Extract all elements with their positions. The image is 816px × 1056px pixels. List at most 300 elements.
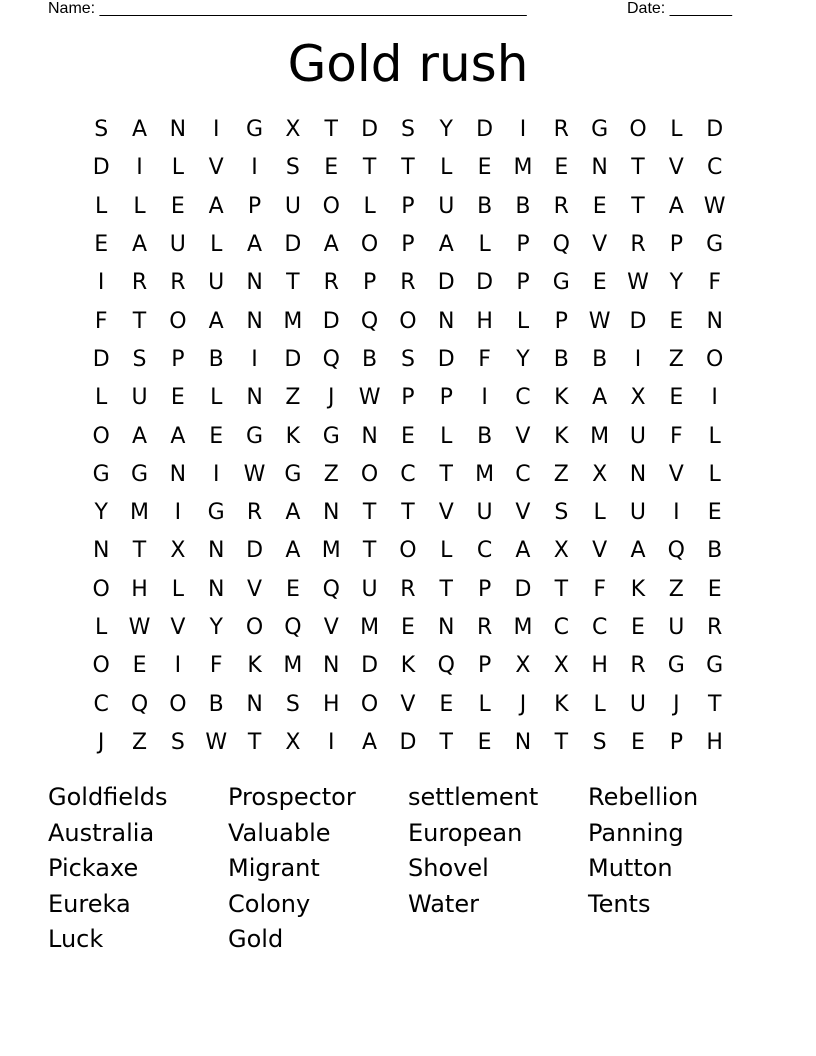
grid-letter[interactable]: A [323, 232, 339, 258]
grid-letter[interactable]: E [170, 385, 185, 411]
grid-letter[interactable]: M [513, 155, 533, 181]
grid-letter[interactable]: T [362, 538, 377, 564]
grid-letter[interactable]: L [363, 193, 376, 219]
grid-letter[interactable]: U [629, 423, 647, 449]
word-list-item: European [408, 818, 523, 847]
grid-letter[interactable]: B [477, 423, 493, 449]
grid-letter[interactable]: E [439, 691, 454, 717]
grid-row [82, 302, 734, 340]
grid-letter[interactable]: M [283, 308, 303, 334]
grid-letter[interactable]: M [321, 538, 341, 564]
grid-letter[interactable]: P [477, 576, 492, 602]
grid-letter[interactable]: U [629, 500, 647, 526]
grid-letter[interactable]: D [92, 346, 110, 372]
grid-letter[interactable]: X [553, 653, 569, 679]
grid-letter[interactable]: P [669, 729, 683, 755]
grid-letter[interactable]: G [207, 500, 225, 526]
grid-letter[interactable]: P [401, 385, 415, 411]
grid-letter[interactable]: R [400, 270, 416, 296]
grid-letter[interactable]: Q [322, 346, 340, 372]
grid-letter[interactable]: T [554, 576, 569, 602]
grid-letter[interactable]: P [247, 193, 262, 219]
grid-letter[interactable]: B [208, 691, 224, 717]
grid-letter[interactable]: N [246, 385, 263, 411]
grid-letter[interactable]: L [171, 155, 184, 181]
grid-letter[interactable]: E [94, 232, 109, 258]
grid-letter[interactable]: R [476, 615, 493, 640]
grid-letter[interactable]: C [400, 461, 416, 487]
grid-letter[interactable]: R [323, 270, 339, 296]
grid-letter[interactable]: A [630, 538, 646, 564]
grid-letter[interactable]: K [400, 653, 416, 679]
grid-letter[interactable]: V [515, 423, 531, 449]
grid-letter[interactable]: K [554, 385, 569, 411]
grid-letter[interactable]: L [478, 691, 491, 717]
grid-letter[interactable]: V [247, 576, 263, 602]
grid-letter[interactable]: R [246, 500, 263, 526]
grid-letter[interactable]: D [706, 117, 724, 143]
grid-letter[interactable]: L [440, 155, 453, 181]
grid-letter[interactable]: I [136, 155, 143, 181]
grid-letter[interactable]: V [668, 461, 684, 487]
grid-letter[interactable]: W [627, 270, 649, 296]
grid-letter[interactable]: E [707, 500, 722, 526]
grid-letter[interactable]: E [400, 615, 415, 640]
grid-letter[interactable]: N [169, 117, 187, 143]
grid-letter[interactable]: V [170, 615, 186, 640]
grid-letter[interactable]: C [515, 461, 531, 487]
grid-letter[interactable]: W [703, 193, 726, 219]
grid-letter[interactable]: N [246, 691, 263, 717]
grid-letter[interactable]: I [212, 461, 220, 487]
grid-letter[interactable]: E [554, 155, 569, 181]
grid-letter[interactable]: M [360, 615, 380, 640]
grid-letter[interactable]: L [593, 691, 606, 717]
grid-letter[interactable]: A [515, 538, 531, 564]
grid-letter[interactable]: S [592, 729, 607, 755]
grid-letter[interactable]: A [131, 423, 148, 449]
grid-letter[interactable]: N [629, 461, 647, 487]
grid-letter[interactable]: T [247, 729, 262, 755]
word-list-item: Goldfields [48, 783, 168, 811]
grid-letter[interactable]: W [588, 308, 611, 334]
grid-letter[interactable]: I [174, 500, 182, 526]
grid-letter[interactable]: I [673, 500, 680, 526]
grid-letter[interactable]: S [132, 346, 147, 372]
grid-letter[interactable]: A [285, 500, 301, 526]
grid-letter[interactable]: V [592, 232, 608, 258]
grid-letter[interactable]: X [285, 729, 301, 755]
grid-letter[interactable]: B [515, 193, 531, 219]
grid-letter[interactable]: A [247, 232, 263, 258]
grid-letter[interactable]: G [552, 270, 570, 296]
grid-letter[interactable]: Q [360, 308, 379, 334]
grid-letter[interactable]: U [629, 691, 647, 717]
grid-letter[interactable]: R [131, 270, 148, 296]
grid-letter[interactable]: X [170, 538, 186, 564]
grid-letter[interactable]: T [286, 270, 300, 296]
grid-letter[interactable]: N [706, 308, 723, 334]
grid-letter[interactable]: N [361, 423, 378, 449]
grid-letter[interactable]: B [362, 346, 378, 372]
grid-letter[interactable]: J [673, 691, 680, 717]
grid-letter[interactable]: F [209, 653, 223, 679]
grid-letter[interactable]: I [519, 117, 527, 143]
grid-letter[interactable]: O [399, 538, 417, 564]
grid-letter[interactable]: Q [322, 576, 340, 602]
grid-letter[interactable]: E [669, 385, 684, 411]
grid-letter[interactable]: P [401, 193, 415, 219]
grid-letter[interactable]: O [706, 346, 724, 372]
grid-letter[interactable]: A [208, 308, 224, 334]
grid-letter[interactable]: T [401, 500, 415, 526]
grid-letter[interactable]: E [324, 155, 339, 181]
grid-letter[interactable]: L [593, 500, 606, 526]
grid-letter[interactable]: O [92, 423, 110, 449]
grid-letter[interactable]: O [360, 232, 379, 258]
grid-letter[interactable]: D [476, 270, 494, 296]
grid-letter[interactable]: D [514, 576, 532, 602]
grid-letter[interactable]: U [131, 385, 148, 411]
grid-letter[interactable]: O [399, 308, 417, 334]
grid-letter[interactable]: L [440, 423, 453, 449]
grid-letter[interactable]: T [324, 117, 338, 143]
grid-letter[interactable]: X [553, 538, 569, 564]
grid-letter[interactable]: G [246, 423, 264, 449]
grid-letter[interactable]: W [128, 615, 151, 640]
grid-letter[interactable]: A [131, 117, 148, 143]
grid-letter[interactable]: Y [669, 270, 684, 296]
grid-row [82, 226, 734, 264]
grid-letter[interactable]: O [245, 615, 264, 640]
grid-letter[interactable]: M [283, 653, 303, 679]
grid-letter[interactable]: Y [516, 346, 530, 372]
grid-letter[interactable]: D [437, 346, 455, 372]
grid-letter[interactable]: D [246, 538, 264, 564]
grid-letter[interactable]: U [361, 576, 378, 602]
grid-letter[interactable]: K [247, 653, 262, 679]
grid-letter[interactable]: F [593, 576, 606, 602]
grid-letter[interactable]: T [362, 500, 377, 526]
grid-letter[interactable]: Y [439, 117, 453, 143]
grid-letter[interactable]: T [554, 729, 569, 755]
grid-letter[interactable]: R [707, 615, 723, 640]
grid-letter[interactable]: E [400, 423, 415, 449]
grid-letter[interactable]: V [515, 500, 531, 526]
grid-letter[interactable]: B [553, 346, 569, 372]
grid-letter[interactable]: W [205, 729, 228, 755]
grid-letter[interactable]: D [284, 232, 302, 258]
grid-letter[interactable]: D [322, 308, 340, 334]
grid-letter[interactable]: E [707, 576, 722, 602]
word-search-grid [82, 111, 734, 762]
grid-letter[interactable]: U [169, 232, 186, 258]
grid-letter[interactable]: T [439, 729, 453, 755]
grid-letter[interactable]: A [668, 193, 684, 219]
grid-letter[interactable]: H [476, 308, 493, 334]
grid-letter[interactable]: M [475, 461, 495, 487]
grid-letter[interactable]: U [438, 193, 455, 219]
grid-letter[interactable]: P [669, 232, 683, 258]
grid-letter[interactable]: N [323, 500, 340, 526]
grid-letter[interactable]: T [631, 155, 645, 181]
grid-letter[interactable]: O [629, 117, 647, 143]
grid-letter[interactable]: T [132, 308, 147, 334]
grid-letter[interactable]: D [361, 117, 379, 143]
grid-letter[interactable]: Q [284, 615, 302, 640]
grid-letter[interactable]: F [670, 423, 683, 449]
grid-letter[interactable]: X [592, 461, 608, 487]
grid-letter[interactable]: L [708, 423, 721, 449]
grid-letter[interactable]: N [92, 538, 110, 564]
grid-letter[interactable]: Z [553, 461, 569, 487]
grid-letter[interactable]: C [591, 615, 608, 640]
grid-letter[interactable]: C [706, 155, 723, 181]
grid-letter[interactable]: X [515, 653, 531, 679]
grid-letter[interactable]: C [476, 538, 493, 564]
name-field[interactable]: Name: ________________________________________________ [48, 0, 527, 17]
grid-letter[interactable]: R [400, 576, 416, 602]
grid-letter[interactable]: X [630, 385, 646, 411]
grid-letter[interactable]: L [708, 461, 721, 487]
grid-letter[interactable]: A [208, 193, 224, 219]
grid-letter[interactable]: N [207, 538, 225, 564]
grid-letter[interactable]: K [285, 423, 301, 449]
grid-letter[interactable]: L [95, 615, 108, 640]
grid-letter[interactable]: V [323, 615, 339, 640]
grid-letter[interactable]: G [92, 461, 110, 487]
grid-letter[interactable]: A [170, 423, 186, 449]
grid-letter[interactable]: M [513, 615, 533, 640]
grid-letter[interactable]: I [327, 729, 335, 755]
grid-letter[interactable]: W [243, 461, 266, 487]
grid-letter[interactable]: A [438, 232, 454, 258]
grid-letter[interactable]: S [554, 500, 569, 526]
grid-letter[interactable]: B [707, 538, 723, 564]
grid-letter[interactable]: P [401, 232, 415, 258]
grid-letter[interactable]: P [516, 270, 530, 296]
grid-letter[interactable]: S [400, 346, 415, 372]
grid-letter[interactable]: D [476, 117, 494, 143]
grid-letter[interactable]: J [327, 385, 335, 411]
grid-letter[interactable]: U [284, 193, 301, 219]
grid-letter[interactable]: S [400, 117, 415, 143]
grid-letter[interactable]: D [399, 729, 417, 755]
grid-letter[interactable]: I [711, 385, 718, 411]
grid-letter[interactable]: J [519, 691, 527, 717]
grid-letter[interactable]: V [592, 538, 608, 564]
grid-letter[interactable]: U [668, 615, 685, 640]
grid-letter[interactable]: A [285, 538, 301, 564]
grid-letter[interactable]: Q [552, 232, 570, 258]
grid-letter[interactable]: L [210, 232, 223, 258]
grid-letter[interactable]: A [131, 232, 148, 258]
grid-letter[interactable]: H [131, 576, 148, 602]
grid-letter[interactable]: O [322, 193, 340, 219]
grid-letter[interactable]: Z [668, 346, 684, 372]
grid-letter[interactable]: D [92, 155, 110, 181]
grid-letter[interactable]: S [285, 155, 300, 181]
grid-letter[interactable]: E [477, 155, 492, 181]
grid-letter[interactable]: O [169, 308, 187, 334]
grid-letter[interactable]: T [401, 155, 415, 181]
grid-letter[interactable]: E [477, 729, 492, 755]
grid-letter[interactable]: W [358, 385, 381, 411]
grid-letter[interactable]: K [554, 423, 569, 449]
grid-letter[interactable]: T [132, 538, 147, 564]
grid-letter[interactable]: N [169, 461, 187, 487]
grid-letter[interactable]: S [170, 729, 185, 755]
grid-letter[interactable]: U [476, 500, 493, 526]
grid-letter[interactable]: T [631, 193, 645, 219]
grid-letter[interactable]: F [94, 308, 108, 334]
grid-letter[interactable]: I [481, 385, 488, 411]
grid-letter[interactable]: B [477, 193, 493, 219]
grid-letter[interactable]: O [92, 653, 110, 679]
grid-letter[interactable]: V [208, 155, 224, 181]
grid-letter[interactable]: T [439, 576, 453, 602]
grid-letter[interactable]: N [514, 729, 532, 755]
grid-letter[interactable]: C [515, 385, 531, 411]
grid-letter[interactable]: P [362, 270, 377, 296]
grid-letter[interactable]: P [477, 653, 492, 679]
grid-letter[interactable]: N [591, 155, 608, 181]
grid-letter[interactable]: L [171, 576, 184, 602]
grid-letter[interactable]: P [554, 308, 568, 334]
grid-letter[interactable]: B [592, 346, 608, 372]
grid-letter[interactable]: D [361, 653, 379, 679]
grid-letter[interactable]: R [553, 117, 569, 143]
grid-letter[interactable]: I [251, 346, 258, 372]
grid-letter[interactable]: E [631, 615, 645, 640]
grid-letter[interactable]: I [97, 270, 105, 296]
grid-letter[interactable]: L [478, 232, 491, 258]
grid-letter[interactable]: V [400, 691, 416, 717]
word-list-item: Mutton [588, 854, 673, 883]
grid-letter[interactable]: P [171, 346, 185, 372]
grid-letter[interactable]: L [95, 385, 108, 411]
grid-letter[interactable]: L [670, 117, 683, 143]
word-list-item: settlement [408, 783, 539, 811]
grid-letter[interactable]: E [132, 653, 147, 679]
grid-letter[interactable]: E [631, 729, 645, 755]
grid-letter[interactable]: G [706, 653, 724, 679]
grid-letter[interactable]: A [362, 729, 378, 755]
grid-letter[interactable]: F [478, 346, 491, 372]
grid-letter[interactable]: L [95, 193, 108, 219]
grid-letter[interactable]: Y [209, 615, 223, 640]
grid-letter[interactable]: D [629, 308, 647, 334]
grid-letter[interactable]: T [362, 155, 377, 181]
grid-letter[interactable]: M [590, 423, 610, 449]
grid-letter[interactable]: E [170, 193, 185, 219]
grid-letter[interactable]: K [630, 576, 646, 602]
grid-letter[interactable]: V [668, 155, 684, 181]
grid-letter[interactable]: Z [668, 576, 684, 602]
grid-letter[interactable]: Z [131, 729, 148, 755]
grid-letter[interactable]: B [208, 346, 224, 372]
grid-letter[interactable]: L [210, 385, 223, 411]
grid-letter[interactable]: I [634, 346, 642, 372]
grid-letter[interactable]: V [438, 500, 454, 526]
grid-letter[interactable]: Y [94, 500, 108, 526]
grid-row [82, 149, 734, 187]
grid-letter[interactable]: H [706, 729, 723, 755]
grid-letter[interactable]: H [322, 691, 340, 717]
date-field[interactable]: Date: _______ [627, 0, 732, 17]
grid-letter[interactable]: F [708, 270, 721, 296]
grid-letter[interactable]: N [323, 653, 340, 679]
grid-letter[interactable]: M [130, 500, 149, 526]
grid-letter[interactable]: N [246, 270, 263, 296]
grid-letter[interactable]: R [630, 232, 646, 258]
grid-letter[interactable]: O [92, 576, 110, 602]
grid-letter[interactable]: P [516, 232, 530, 258]
grid-letter[interactable]: R [630, 653, 646, 679]
grid-letter[interactable]: Z [323, 461, 339, 487]
grid-letter[interactable]: E [592, 270, 607, 296]
grid-letter[interactable]: C [553, 615, 569, 640]
grid-letter[interactable]: L [516, 308, 530, 334]
grid-letter[interactable]: H [591, 653, 608, 679]
grid-letter[interactable]: G [591, 117, 609, 143]
grid-letter[interactable]: P [439, 385, 453, 411]
grid-letter[interactable]: U [208, 270, 225, 296]
grid-letter[interactable]: T [439, 461, 453, 487]
grid-letter[interactable]: O [360, 461, 379, 487]
grid-letter[interactable]: T [707, 691, 722, 717]
grid-letter[interactable]: N [246, 308, 263, 334]
grid-letter[interactable]: I [212, 117, 220, 143]
grid-letter[interactable]: L [133, 193, 146, 219]
grid-letter[interactable]: I [174, 653, 182, 679]
grid-letter[interactable]: N [438, 615, 455, 640]
grid-letter[interactable]: N [438, 308, 455, 334]
grid-letter[interactable]: K [554, 691, 569, 717]
grid-letter[interactable]: L [440, 538, 453, 564]
grid-letter[interactable]: E [669, 308, 684, 334]
grid-letter[interactable]: S [94, 117, 109, 143]
grid-letter[interactable]: E [209, 423, 224, 449]
grid-letter[interactable]: Z [285, 385, 301, 411]
grid-letter[interactable]: O [360, 691, 379, 717]
grid-letter[interactable]: X [285, 117, 301, 143]
grid-letter[interactable]: R [170, 270, 186, 296]
grid-letter[interactable]: S [285, 691, 300, 717]
grid-letter[interactable]: R [553, 193, 569, 219]
grid-letter[interactable]: J [97, 729, 105, 755]
grid-letter[interactable]: G [246, 117, 264, 143]
grid-letter[interactable]: E [285, 576, 300, 602]
grid-letter[interactable]: G [667, 653, 685, 679]
grid-letter[interactable]: D [437, 270, 455, 296]
grid-letter[interactable]: G [284, 461, 302, 487]
grid-letter[interactable]: Q [437, 653, 455, 679]
grid-letter[interactable]: N [207, 576, 225, 602]
grid-letter[interactable]: A [592, 385, 608, 411]
grid-letter[interactable]: Q [130, 691, 149, 717]
grid-letter[interactable]: G [130, 461, 149, 487]
word-list-item: Luck [48, 925, 104, 954]
grid-letter[interactable]: G [322, 423, 340, 449]
grid-letter[interactable]: D [284, 346, 302, 372]
grid-letter[interactable]: O [169, 691, 187, 717]
grid-letter[interactable]: G [706, 232, 724, 258]
grid-letter[interactable]: E [592, 193, 607, 219]
grid-letter[interactable]: I [251, 155, 258, 181]
grid-letter[interactable]: C [93, 691, 109, 717]
grid-letter[interactable]: Q [667, 538, 685, 564]
